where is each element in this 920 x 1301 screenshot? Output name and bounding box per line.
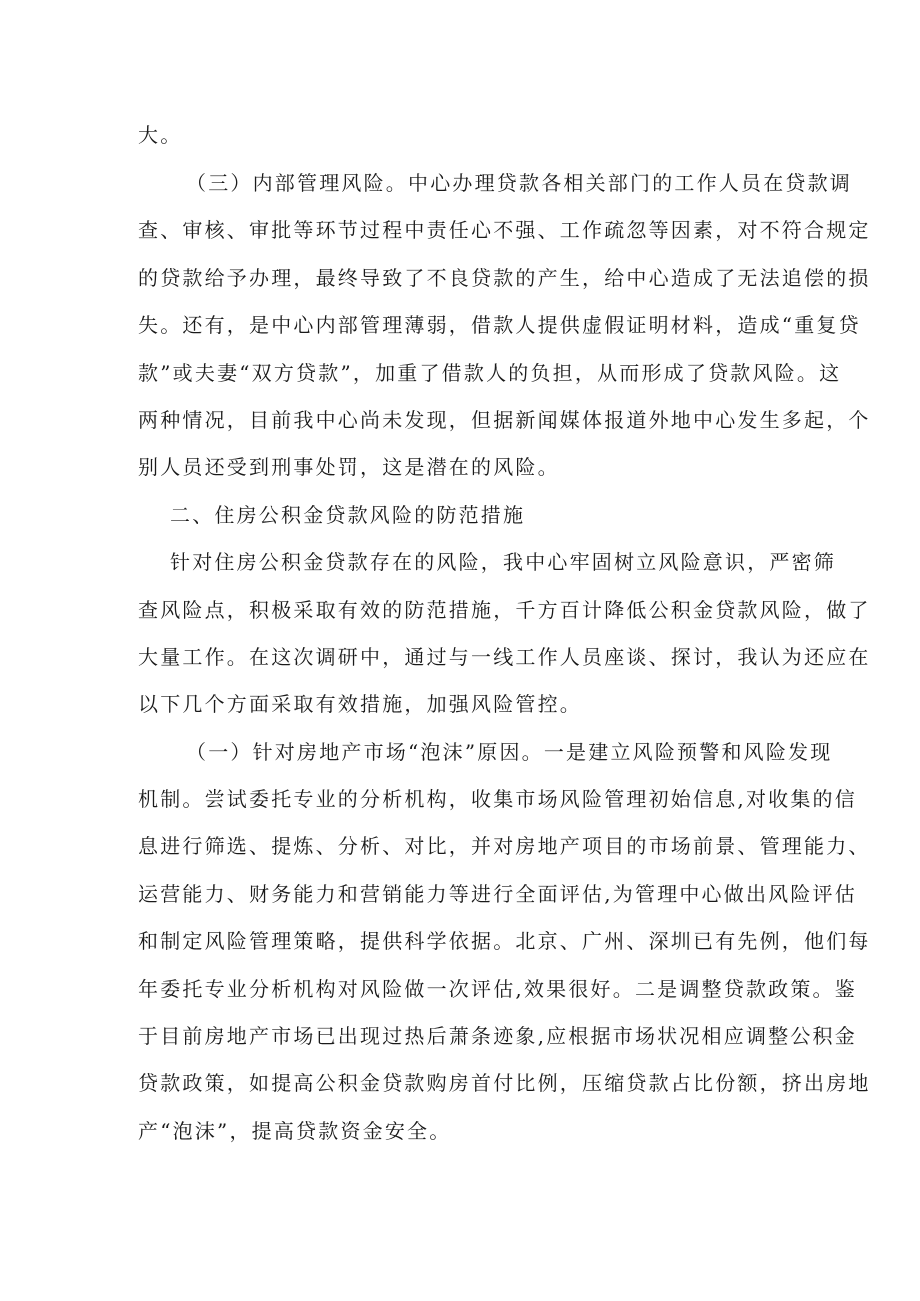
text-line: 机制。尝试委托专业的分析机构，收集市场风险管理初始信息,对收集的信 <box>138 787 857 812</box>
text-line: 年委托专业分析机构对风险做一次评估,效果很好。二是调整贷款政策。鉴 <box>138 976 857 1001</box>
text-line: 大。 <box>138 123 183 147</box>
section-heading-prevention-measures: 二、住房公积金贷款风险的防范措施 <box>170 502 526 527</box>
text-line: 以下几个方面采取有效措施，加强风险管控。 <box>138 692 582 717</box>
text-line: 失。还有，是中心内部管理薄弱，借款人提供虚假证明材料，造成“重复贷 <box>138 313 861 338</box>
text-line: 两种情况，目前我中心尚未发现，但据新闻媒体报道外地中心发生多起，个 <box>138 407 871 432</box>
section-heading-real-estate-bubble: （一）针对房地产市场“泡沫”原因。一是建立风险预警和风险发现 <box>186 739 833 764</box>
text-line: 款”或夫妻“双方贷款”，加重了借款人的负担，从而形成了贷款风险。这 <box>138 360 842 385</box>
text-line: 大量工作。在这次调研中，通过与一线工作人员座谈、探讨，我认为还应在 <box>138 644 871 669</box>
text-line: 查、审核、审批等环节过程中责任心不强、工作疏忽等因素，对不符合规定 <box>138 218 871 243</box>
document-page <box>138 112 871 1155</box>
text-line: 产“泡沫”，提高贷款资金安全。 <box>138 1118 452 1143</box>
section-heading-internal-management-risk: （三）内部管理风险。中心办理贷款各相关部门的工作人员在贷款调 <box>186 171 852 195</box>
text-line: 运营能力、财务能力和营销能力等进行全面评估,为管理中心做出风险评估 <box>138 881 857 906</box>
text-line: 查风险点，积极采取有效的防范措施，千方百计降低公积金贷款风险，做了 <box>138 597 871 622</box>
text-line: 的贷款给予办理，最终导致了不良贷款的产生，给中心造成了无法追偿的损 <box>138 265 871 290</box>
text-line: 针对住房公积金贷款存在的风险，我中心牢固树立风险意识，严密筛 <box>170 550 836 575</box>
text-line: 和制定风险管理策略，提供科学依据。北京、广州、深圳已有先例，他们每 <box>138 929 871 954</box>
text-line: 别人员还受到刑事处罚，这是潜在的风险。 <box>138 455 560 480</box>
text-line: 息进行筛选、提炼、分析、对比，并对房地产项目的市场前景、管理能力、 <box>138 834 871 859</box>
text-line: 于目前房地产市场已出现过热后萧条迹象,应根据市场状况相应调整公积金 <box>138 1024 857 1049</box>
text-line: 贷款政策，如提高公积金贷款购房首付比例，压缩贷款占比份额，挤出房地 <box>138 1071 871 1096</box>
